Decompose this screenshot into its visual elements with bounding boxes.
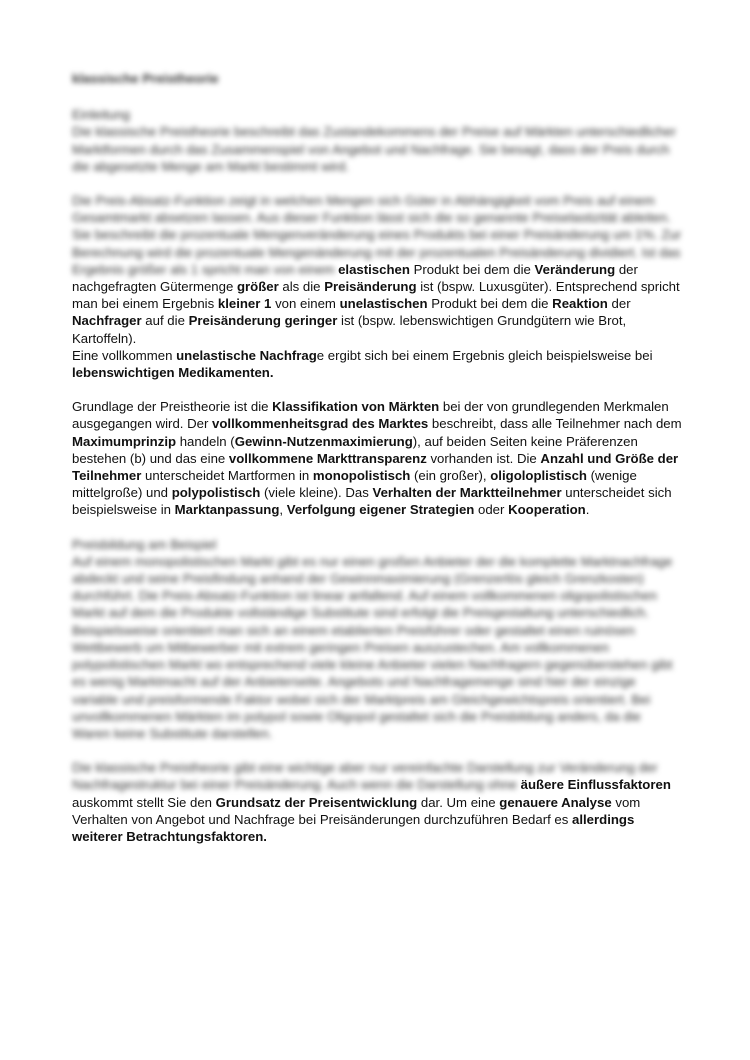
- strong-text: genauere Analyse: [499, 794, 612, 810]
- text: Produkt bei dem die: [409, 261, 535, 277]
- example-paragraph: Auf einem monopolistischen Markt gibt es nur einen großen Anbieter der die komplette Marktnachfrage abdeckt und seine Preisfindung anhand der Gewinnmaximierung (Grenzerlös gleich Grenzkosten) durchführt. Die Preis-Absatz-Funktion ist linear anfallend. Auf einem vollkommenen oligopolistischen Markt auf dem die Produkte vollständige Substitute sind erfolgt die Preisgestaltung unterschiedlich. Beispielsweise orientiert man sich an einem etablierten Preisführer oder gestaltet einen ruinösen Wettbewerb um Mitbewerber mit extrem geringen Preisen auszustechen. Am vollkommenen polypolistischen Markt wo entsprechend viele kleine Anbieter vielen Nachfragern gegenüberstehen gibt es wenig Marktmacht auf der Anbieterseite. Angebots und Nachfragemenge sind hier der einzige variable und preisformende Faktor wobei sich der Marktpreis am Gleichgewichtspreis orientiert. Bei unvollkommenen Märkten im polypol sowie Oligopol gestaltet sich die Preisbildung anders, da die Waren keine Substitute darstellen.: [72, 553, 673, 741]
- intro-paragraph: Die klassische Preistheorie beschreibt das Zustandekommens der Preise auf Märkten unterschiedlicher Marktformen durch das Zusammenspiel von Angebot und Nachfrage. Sie besagt, dass der Preis durch die abgesetzte Menge am Markt bestimmt wird.: [72, 124, 676, 174]
- conclusion-blurred-text: Die klassische Preistheorie gibt eine wichtige aber nur vereinfachte Darstellung zur Veränderung der Nachfragestruktur bei einer Preisänderung. Auch wenn die Darstellung ohne: [72, 760, 658, 793]
- strong-text: Verhalten der Marktteilnehmer: [372, 485, 562, 501]
- text: unterscheidet sich beispielsweise in: [72, 485, 672, 518]
- strong-text: Klassifikation von Märkten: [272, 399, 440, 415]
- text: oder: [474, 502, 509, 518]
- strong-text: polypolistisch: [171, 485, 261, 501]
- text: als die: [278, 279, 325, 295]
- text: (wenige mittelgroße) und: [72, 468, 637, 501]
- text: (ein großer),: [410, 468, 491, 484]
- strong-text: Gewinn-Nutzenmaximierung: [234, 433, 413, 449]
- text: dar. Um eine: [417, 794, 500, 810]
- strong-text: monopolistisch: [312, 468, 411, 484]
- strong-text: vollkommenheitsgrad des Marktes: [212, 416, 429, 432]
- strong-text: lebenswichtigen Medikamenten.: [72, 365, 274, 381]
- text: ), auf beiden Seiten keine Präferenzen bestehen (b) und das eine: [72, 433, 638, 466]
- text: auskommt stellt Sie den: [72, 794, 216, 810]
- strong-text: Preisänderung geringer: [188, 313, 338, 329]
- text: von einem: [271, 296, 340, 312]
- intro-heading: Einleitung: [72, 107, 130, 123]
- text: e ergibt sich bei einem Ergebnis gleich beispielsweise bei: [316, 347, 653, 363]
- text: unterscheidet Martformen in: [141, 468, 313, 484]
- strong-text: Preisänderung: [324, 279, 417, 295]
- text: ist (bspw. lebenswichtigen Grundgütern wie Brot, Kartoffeln).: [72, 313, 627, 346]
- strong-text: Nachfrager: [72, 313, 142, 329]
- strong-text: elastischen: [338, 261, 410, 277]
- strong-text: allerdings weiterer Betrachtungsfaktoren.: [72, 811, 635, 844]
- strong-text: größer: [236, 279, 279, 295]
- example-heading: Preisbildung am Beispiel: [72, 536, 217, 552]
- strong-text: Kooperation: [508, 502, 586, 518]
- strong-text: oligoloplistisch: [490, 468, 587, 484]
- document-body: [72, 70, 682, 862]
- strong-text: Veränderung: [534, 261, 616, 277]
- text: bei der von grundlegenden Merkmalen ausgegangen wird. Der: [72, 399, 669, 432]
- text: (viele kleine). Das: [260, 485, 373, 501]
- text: ist (bspw. Luxusgüter). Entsprechend spricht man bei einem Ergebnis: [72, 279, 680, 312]
- strong-text: Maximumprinzip: [72, 433, 177, 449]
- text: Grundlage der Preistheorie ist die: [72, 399, 273, 415]
- text: Eine vollkommen: [72, 347, 177, 363]
- strong-text: Anzahl und Größe der Teilnehmer: [72, 450, 679, 484]
- text: der nachgefragten Gütermenge: [72, 261, 638, 295]
- market-classification-paragraph: [72, 398, 682, 518]
- strong-text: vollkommene Markttransparenz: [228, 450, 427, 466]
- text: ,: [279, 502, 287, 518]
- strong-text: Marktanpassung: [174, 502, 280, 518]
- conclusion-paragraph: [72, 759, 682, 845]
- strong-text: Grundsatz der Preisentwicklung: [215, 794, 418, 810]
- text: beschreibt, dass alle Teilnehmer nach dem: [428, 416, 682, 432]
- text: handeln (: [176, 433, 235, 449]
- text: der: [607, 296, 631, 312]
- strong-text: Verfolgung eigener Strategien: [286, 502, 475, 518]
- strong-text: Reaktion: [552, 296, 608, 312]
- text: .: [585, 502, 590, 518]
- document-title: klassische Preistheorie: [72, 71, 219, 86]
- text: vom Verhalten von Angebot und Nachfrage bei Preisänderungen durchzuführen Bedarf es: [72, 794, 641, 827]
- strong-text: kleiner 1: [217, 296, 272, 312]
- strong-text: äußere Einflussfaktoren: [520, 777, 671, 793]
- text: vorhanden ist. Die: [426, 450, 541, 466]
- text: auf die: [141, 313, 189, 329]
- elasticity-blurred-text: Die Preis-Absatz-Funktion zeigt in welchen Mengen sich Güter in Abhängigkeit vom Preis auf einem Gesamtmarkt absetzen lassen. Aus dieser Funktion lässt sich die so genannte Preiselastizität ableiten. Sie beschreibt die prozentuale Mengenveränderung eines Produkts bei einer Preisänderung um 1%. Zur Berechnung wird die prozentuale Mengenänderung mit der prozentualen Preisänderung dividiert. Ist das Ergebnis größer als 1 spricht man von einem: [72, 193, 682, 277]
- strong-text: unelastische Nachfrag: [176, 347, 317, 363]
- text: Produkt bei dem die: [427, 296, 553, 312]
- elasticity-paragraph: [72, 192, 682, 381]
- strong-text: unelastischen: [339, 296, 428, 312]
